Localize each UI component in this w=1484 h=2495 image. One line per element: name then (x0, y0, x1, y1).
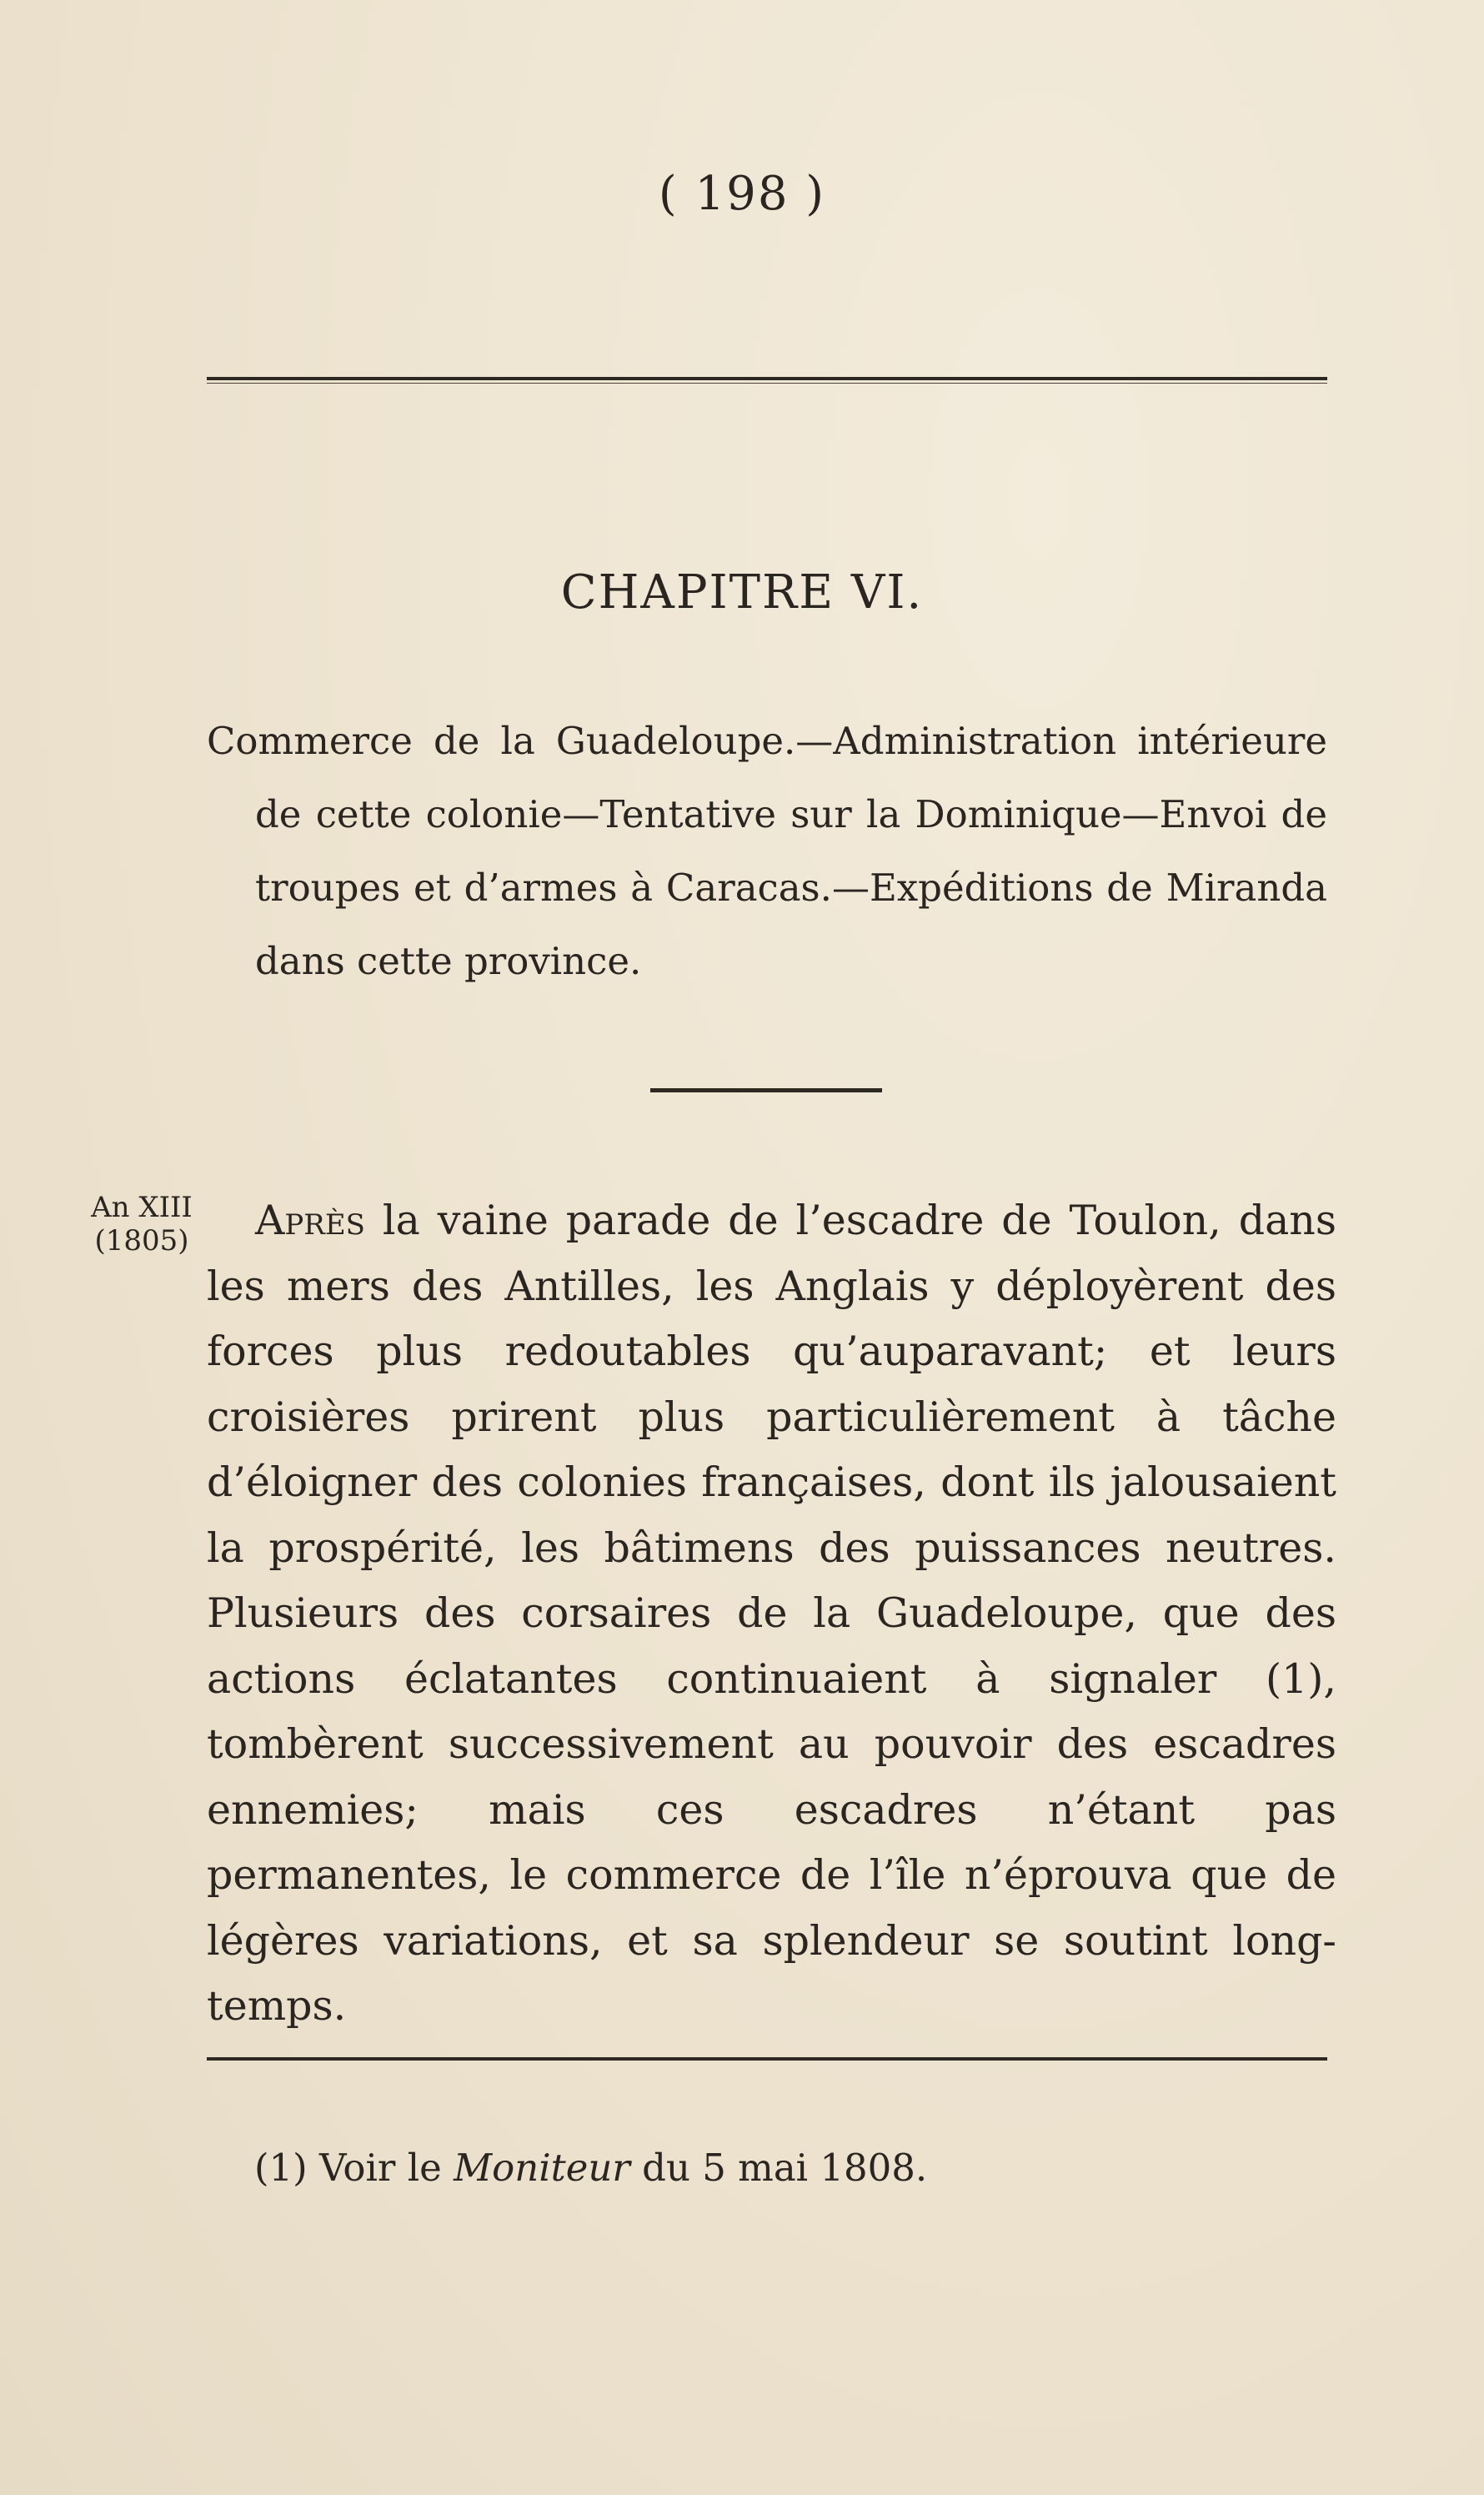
top-rule (207, 377, 1327, 384)
page-number: ( 198 ) (658, 167, 826, 221)
margin-note (75, 1191, 208, 1258)
footnote-date: du 5 mai 1808. (642, 2146, 928, 2190)
margin-note-year: (1805) (94, 1224, 189, 1258)
chapter-title: CHAPITRE VI. (560, 565, 924, 620)
footnote-rule (207, 2057, 1327, 2061)
paragraph (207, 1188, 1336, 2040)
footnote-journal: Moniteur (454, 2146, 630, 2190)
chapter-summary (207, 705, 1327, 998)
lead-word: Après (255, 1197, 365, 1244)
body-paragraph (207, 1188, 1336, 2040)
chapter-summary-text: Commerce de la Guadeloupe.—Administration intérieure de cette colonie—Tentative sur la Dominique—Envoi de troupes et d’armes à Caracas.—Expéditions de Miranda dans cette province. (207, 719, 1327, 983)
footnote-marker: (1) Voir le (254, 2146, 442, 2190)
paragraph-text: la vaine parade de l’escadre de Toulon, dans les mers des Antilles, les Anglais y déployèrent des forces plus redoutables qu’auparavant; et leurs croisières prirent plus particulièrement à tâche d’éloigner des colonies françaises, dont ils jalousaient la prospérité, les bâtimens des puissances neutres. Plusieurs des corsaires de la Guadeloupe, que des actions éclatantes continuaient à signaler (1), tombèrent successivement au pouvoir des escadres ennemies; mais ces escadres n’étant pas permanentes, le commerce de l’île n’éprouva que de légères variations, et sa splendeur se soutint long-temps. (207, 1197, 1336, 2030)
margin-note-year-republican: An XIII (91, 1191, 193, 1224)
footnote (254, 2143, 1338, 2193)
ornament-rule (650, 1088, 882, 1092)
